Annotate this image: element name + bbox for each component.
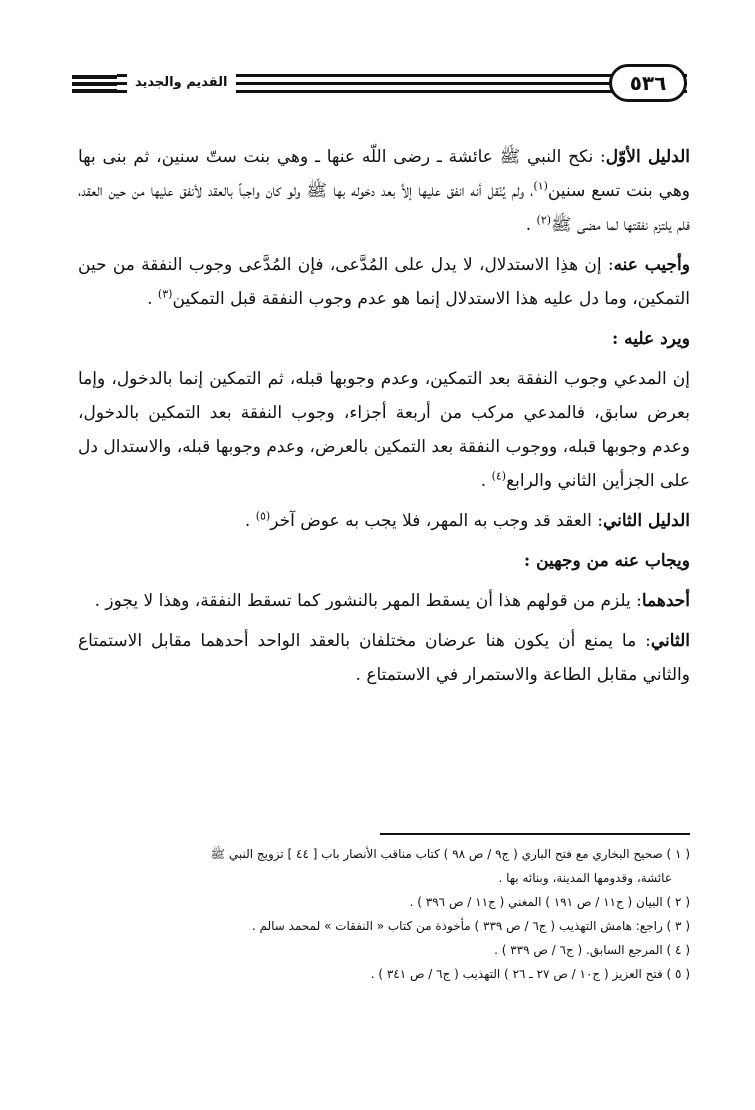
- paragraph-label: الثاني: [650, 631, 690, 651]
- paragraph-reply: وأجيب عنه: إن هذِا الاستدلال، لا يدل على المُدَّعى، فإن المُدَّعى وجوب النفقة من حين التمكين، وما دل عليه هذا الاستدلال إنما هو عدم وجوب النفقة قبل التمكين$^{(٣)}$ .: [78, 255, 690, 309]
- paragraph-label: الدليل الأوّل: [605, 147, 690, 167]
- footnote-item: ( ١ ) صحيح البخاري مع فتح الباري ( ج٩ / ص ٩٨ ) كتاب مناقب الأنصار باب [ ٤٤ ] تزويج النبي ﷺ: [210, 847, 690, 861]
- footnote-ref[interactable]: (٢): [536, 213, 552, 227]
- footnote-item: ( ٢ ) البيان ( ج١١ / ص ١٩١ ) المغني ( ج١١ / ص ٣٩٦ ) .: [409, 895, 690, 909]
- section-heading: ويرد عليه :: [611, 329, 690, 349]
- footnote-ref[interactable]: (٤): [491, 469, 507, 483]
- section-heading: ويجاب عنه من وجهين :: [523, 551, 690, 571]
- page-number: ٥٣٦: [609, 64, 687, 102]
- paragraph-answer-one: أحدهما: يلزم من قولهم هذا أن يسقط المهر بالنشور كما تسقط النفقة، وهذا لا يجوز .: [94, 591, 690, 611]
- running-title: القديم والجديد: [127, 68, 236, 98]
- footnote-divider: [380, 833, 690, 835]
- footnote-item: ( ٣ ) راجع: هامش التهذيب ( ج٦ / ص ٣٣٩ ) مأخوذة من كتاب « النفقات » لمحمد سالم .: [251, 919, 690, 933]
- footnote-ref[interactable]: (٣): [157, 287, 173, 301]
- header-ornament: [72, 72, 117, 94]
- paragraph-first-evidence: الدليل الأوّل: نكح النبي ﷺ عائشة ـ رضى اللّه عنها ـ وهي بنت ستّ سنين، ثم بنى بها وهي بنت تسع سنين$^{(١)}$، ولم يُنْقل أنه انفق عليها إلاَّ بعد دخوله بها ﷺ ولو كان واجباً بالعقد لأنفق عليها من حين العقد، فلم يلتزم نفقتها لما مضى ﷺ$^{(٢)}$ .: [78, 147, 690, 235]
- paragraph-label: وأجيب عنه: [613, 255, 690, 275]
- footnote-item: ( ٥ ) فتح العزيز ( ج١٠ / ص ٢٧ ـ ٢٦ ) التهذيب ( ج٦ / ص ٣٤١ ) .: [370, 967, 690, 981]
- footnote-ref[interactable]: (٥): [255, 509, 271, 523]
- page-header: [72, 62, 687, 112]
- main-text: [78, 140, 690, 698]
- paragraph-label: الدليل الثاني: [602, 511, 690, 531]
- footnote-item: ( ٤ ) المرجع السابق. ( ج٦ / ص ٣٣٩ ) .: [494, 943, 690, 957]
- paragraph-second-evidence: الدليل الثاني: العقد قد وجب به المهر، فلا يجب به عوض آخر$^{(٥)}$ .: [244, 509, 690, 531]
- footnote-item-continuation: عائشة، وقدومها المدينة، وبنائه بها .: [498, 871, 672, 885]
- footnotes: [78, 842, 690, 986]
- paragraph-objection: إن المدعي وجوب النفقة بعد التمكين، وعدم وجوبها قبله، ثم التمكين إنما بالدخول، وإما بعرض سابق، فالمدعي مركب من أربعة أجزاء، وجوب النفقة بعد التمكين بالدخول، وعدم وجوبها قبله، ووجوب النفقة بعد التمكين بالعرض، وعدم وجوبها قبله، والاستدال دل على الجزأين الثاني والرابع$^{(٤)}$ .: [78, 369, 690, 491]
- paragraph-label: أحدهما: [641, 591, 690, 611]
- footnote-ref[interactable]: (١): [533, 179, 548, 193]
- paragraph-answer-two: الثاني: ما يمنع أن يكون هنا عرضان مختلفان بالعقد الواحد أحدهما مقابل الاستمتاع والثاني مقابل الطاعة والاستمرار في الاستمتاع .: [78, 631, 690, 685]
